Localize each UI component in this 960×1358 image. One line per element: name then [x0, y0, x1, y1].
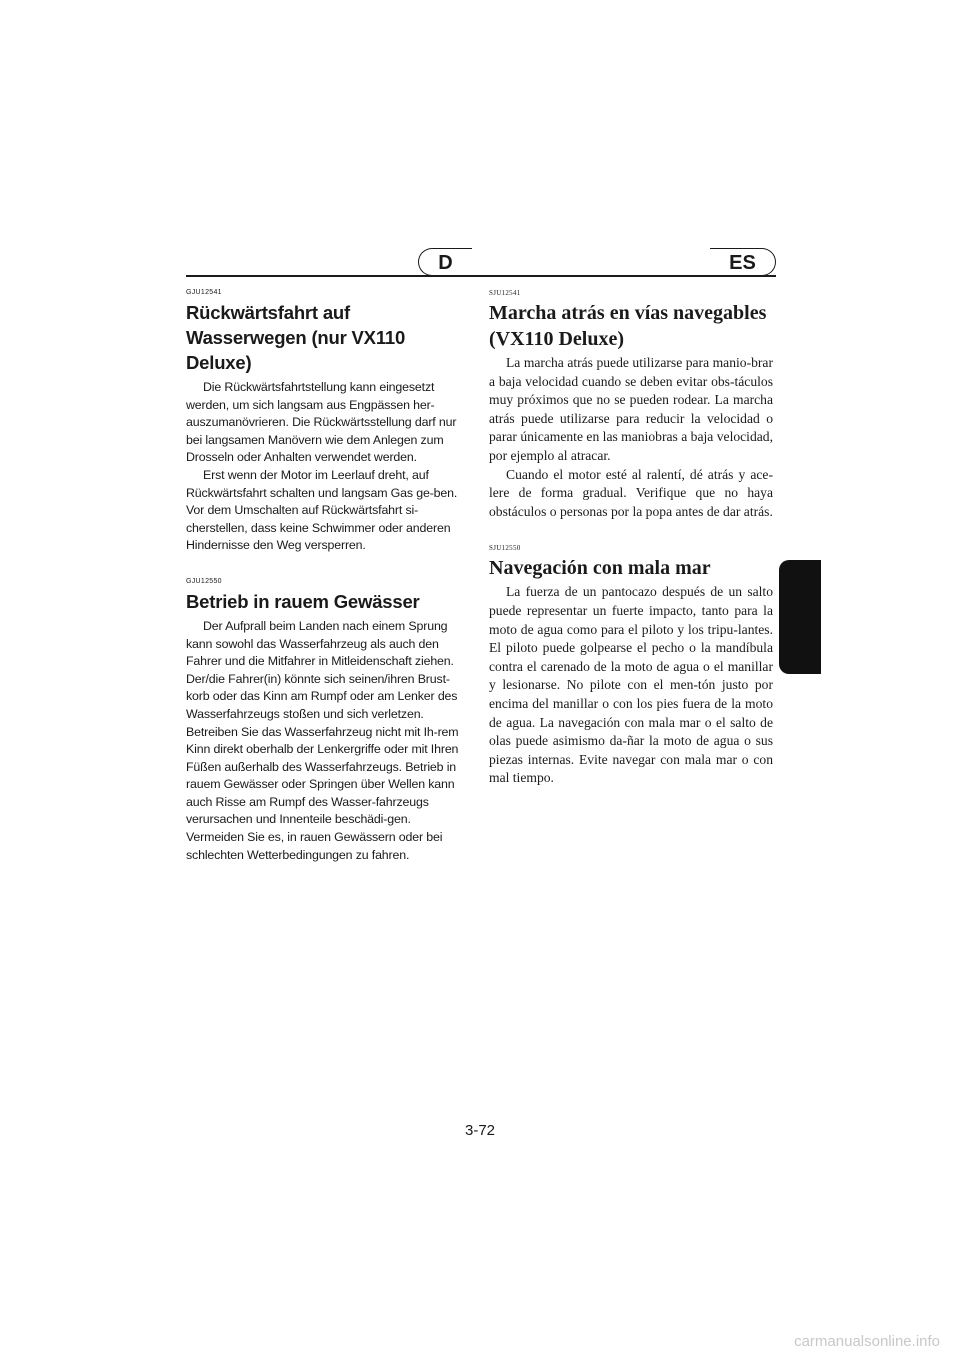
section-title: Marcha atrás en vías navegables (VX110 Deluxe)	[489, 302, 767, 350]
paragraph: Cuando el motor esté al ralentí, dé atrás y ace-lere de forma gradual. Verifique que no haya obstáculos o personas por la popa antes de dar atrás.	[489, 466, 773, 519]
paragraph: Der Aufprall beim Landen nach einem Sprung kann sowohl das Wasserfahrzeug als auch den Fahrer und die Mitfahrer in Mitleidenschaft ziehen. Der/die Fahrer(in) könnte sich seinen/ihren Brust-korb oder das Kinn am Rumpf oder am Lenker des Wasserfahrzeugs stoßen und sich verletzen. Betreiben Sie das Wasserfahrzeug nicht mit Ih-rem Kinn direkt oberhalb der Lenkergriffe oder mit Ihren Füßen außerhalb des Wasserfahrzeugs. Betrieb in rauem Gewässer oder Springen über Wellen kann auch Risse am Rumpf des Wasser-fahrzeugs verursachen und Innenteile beschädi-gen. Vermeiden Sie es, in rauen Gewässern oder bei schlechten Wetterbedingungen zu fahren.	[186, 618, 459, 862]
paragraph: Die Rückwärtsfahrtstellung kann eingesetzt werden, um sich langsam aus Engpässen her-auszumanövrieren. Die Rückwärtsstellung darf nur bei langsamen Manövern wie dem Anlegen zum Drosseln oder Anhalten verwendet werden.	[186, 380, 457, 465]
section-title: Rückwärtsfahrt auf Wasserwegen (nur VX110 Deluxe)	[186, 302, 406, 373]
language-badge-spanish: ES	[710, 248, 776, 276]
page-number: 3-72	[464, 1122, 496, 1139]
paragraph: Erst wenn der Motor im Leerlauf dreht, auf Rückwärtsfahrt schalten und langsam Gas ge-ben. Vor dem Umschalten auf Rückwärtsfahrt si-cherstellen, dass keine Schwimmer oder anderen Hindernisse den Weg versperren.	[186, 467, 458, 553]
paragraph: La marcha atrás puede utilizarse para manio-brar a baja velocidad cuando se deben evitar obs-táculos muy próximos que no se pueden rodear. La marcha atrás puede utilizarse para reducir la velocidad o parar únicamente en las maniobras a baja velocidad, por ejemplo al atracar.	[489, 355, 773, 463]
section-code: GJU12541	[186, 289, 222, 296]
section-code: SJU12550	[489, 544, 521, 553]
spanish-column	[489, 288, 773, 788]
header-rule	[186, 275, 776, 277]
watermark: carmanualsonline.info	[794, 1333, 940, 1350]
paragraph: La fuerza de un pantocazo después de un salto puede representar un fuerte impacto, tanto para la moto de agua como para el piloto y los tripu-lantes. El piloto puede golpearse el pecho o la mandíbula contra el carenado de la moto de agua o el manillar y lesionarse. No pilote con el men-tón justo por encima del manillar o con los pies fuera de la moto de agua. La navegación con mala mar o el salto de olas puede asimismo da-ñar la moto de agua o sus piezas internas. Evite navegar con mala mar o con mal tiempo.	[489, 584, 773, 786]
section-title: Betrieb in rauem Gewässer	[186, 590, 420, 612]
language-badge-german: D	[418, 248, 472, 276]
section-title: Navegación con mala mar	[489, 557, 711, 580]
section-code: SJU12541	[489, 289, 521, 297]
chapter-tab	[779, 560, 821, 674]
section-code: GJU12550	[186, 577, 222, 585]
german-column	[186, 288, 468, 864]
